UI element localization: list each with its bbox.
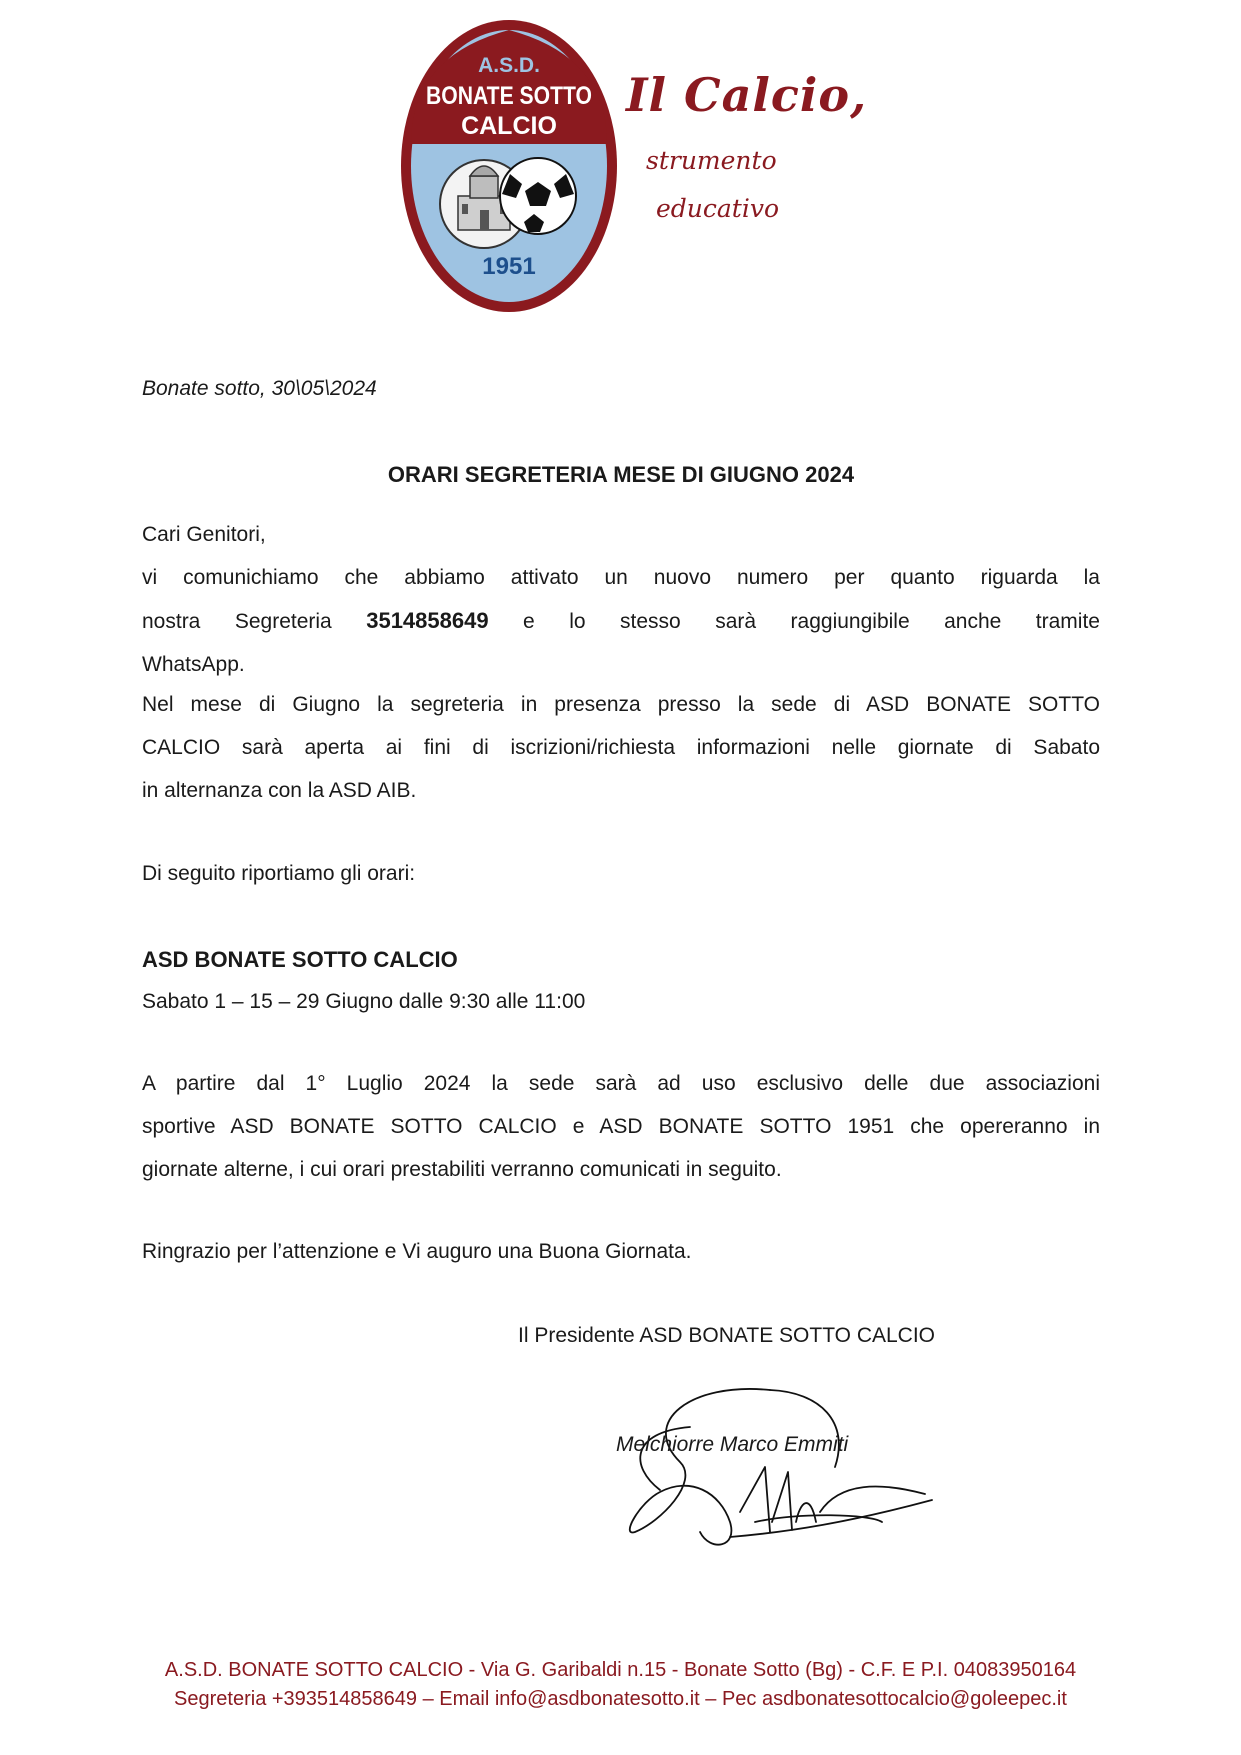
club-logo — [398, 16, 620, 316]
letter-date: Bonate sotto, 30\05\2024 — [142, 377, 377, 400]
footer-line2: Segreteria +393514858649 – Email info@asdbonatesotto.it – Pec asdbonatesottocalcio@goleepec.it — [174, 1688, 1067, 1710]
p2-line3: in alternanza con la ASD AIB. — [142, 779, 417, 802]
logo-name-line1: BONATE SOTTO — [426, 82, 592, 110]
handwritten-signature — [620, 1372, 940, 1562]
paragraph-july — [142, 1062, 1100, 1191]
soccer-ball-icon — [500, 158, 576, 234]
p1-line2-post: e lo stesso sarà raggiungibile anche tramite — [488, 610, 1100, 633]
letter-title: ORARI SEGRETERIA MESE DI GIUGNO 2024 — [387, 462, 855, 487]
p1-line2 — [142, 599, 1100, 643]
footer-line1: A.S.D. BONATE SOTTO CALCIO - Via G. Garibaldi n.15 - Bonate Sotto (Bg) - C.F. E P.I. 04083950164 — [164, 1659, 1077, 1681]
phone-number: 3514858649 — [366, 608, 489, 633]
p1-line2-pre: nostra Segreteria — [142, 610, 367, 633]
schedule-line: Sabato 1 – 15 – 29 Giugno dalle 9:30 alle 11:00 — [142, 990, 586, 1013]
schedule-intro: Di seguito riportiamo gli orari: — [142, 862, 416, 885]
motto-line3: educativo — [656, 194, 780, 223]
motto-line2: strumento — [646, 146, 777, 175]
logo-name-line2: CALCIO — [461, 112, 557, 140]
p3-line2: sportive ASD BONATE SOTTO CALCIO e ASD BONATE SOTTO 1951 che opereranno in — [142, 1115, 1100, 1138]
paragraph-june-office — [142, 683, 1100, 812]
logo-asd: A.S.D. — [478, 54, 540, 77]
greeting: Cari Genitori, — [142, 523, 266, 546]
p1-line1: vi comunichiamo che abbiamo attivato un nuovo numero per quanto riguarda la — [142, 566, 1100, 589]
p3-line1: A partire dal 1° Luglio 2024 la sede sarà ad uso esclusivo delle due associazioni — [142, 1072, 1100, 1095]
logo-year: 1951 — [482, 253, 536, 280]
p2-line2: CALCIO sarà aperta ai fini di iscrizioni/richiesta informazioni nelle giornate di Sabato — [142, 736, 1100, 759]
motto-line1: Il Calcio, — [626, 68, 868, 122]
schedule-heading: ASD BONATE SOTTO CALCIO — [142, 947, 458, 972]
p3-line3: giornate alterne, i cui orari prestabiliti verranno comunicati in seguito. — [142, 1158, 782, 1181]
paragraph-new-number — [142, 513, 1100, 686]
closing-thanks: Ringrazio per l’attenzione e Vi auguro una Buona Giornata. — [142, 1240, 692, 1263]
signer-name: Melchiorre Marco Emmiti — [616, 1433, 849, 1456]
president-title: Il Presidente ASD BONATE SOTTO CALCIO — [518, 1324, 936, 1347]
p2-line1: Nel mese di Giugno la segreteria in presenza presso la sede di ASD BONATE SOTTO — [142, 693, 1100, 716]
p1-line3: WhatsApp. — [142, 653, 245, 676]
